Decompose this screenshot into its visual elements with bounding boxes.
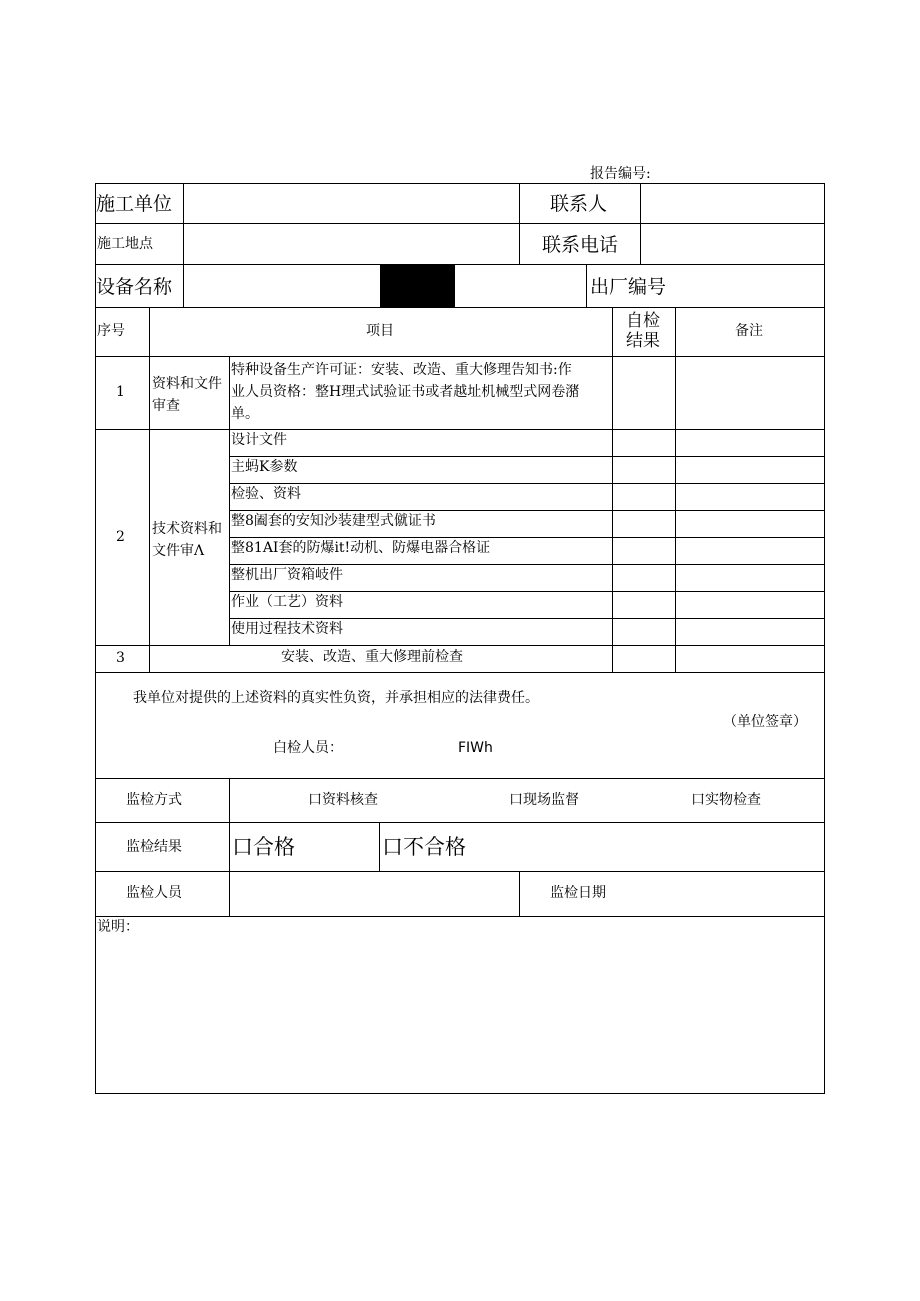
col-divider: [149, 307, 150, 672]
redacted-equipment-name: [380, 265, 455, 307]
factory-number-label: 出厂编号: [590, 276, 667, 298]
col-divider: [183, 183, 184, 307]
col-remarks-header: 备注: [735, 323, 763, 339]
self-inspector-value: FIWh: [458, 740, 493, 756]
row-2-subitem: 整8阖套的安知沙装建型式僦证书: [231, 513, 436, 529]
col-item-header: 项目: [366, 323, 394, 339]
row-2-subitem: 整81AI套的防爆it!动机、防爆电器合格证: [231, 540, 491, 556]
row-divider: [229, 537, 825, 538]
row-3-item: 安装、改造、重大修理前检查: [281, 649, 463, 665]
construction-site-label: 施工地点: [97, 236, 153, 252]
col-no-header: 序号: [97, 323, 125, 339]
row-2-subitem: 作业（工艺）资料: [231, 594, 343, 610]
col-self-check-header: 自检 结果: [626, 311, 660, 351]
col-divider: [612, 307, 613, 672]
equipment-name-label: 设备名称: [96, 276, 173, 298]
report-number-label: 报告编号:: [590, 166, 651, 182]
declaration-statement: 我单位对提供的上述资料的真实性负资，并承担相应的法律费任。: [133, 690, 539, 706]
col-divider: [586, 264, 587, 307]
method-option-document-check[interactable]: 口资料核查: [308, 792, 378, 808]
notes-label: 说明：: [97, 919, 139, 935]
supervision-method-label: 监检方式: [126, 792, 182, 808]
contact-person-label: 联系人: [550, 193, 608, 215]
row-divider: [95, 672, 825, 673]
row-divider: [229, 618, 825, 619]
row-2-subitem: 设计文件: [231, 432, 287, 448]
method-option-site-supervision[interactable]: 口现场监督: [509, 792, 579, 808]
row-divider: [95, 822, 825, 823]
row-1-detail: 特种设备生产许可证：安装、改造、重大修理告知书:作 业人员资格：整H理式试验证书或者越址机械型式网卷潴 单。: [231, 362, 580, 422]
row-2-subitem: 主蚂K参数: [231, 459, 298, 475]
result-option-fail[interactable]: 口不合格: [382, 835, 466, 859]
row-divider: [229, 591, 825, 592]
row-2-category: 技术资料和 文件审Λ: [152, 521, 222, 559]
row-divider: [95, 778, 825, 779]
supervision-date-label: 监检日期: [550, 885, 606, 901]
inspection-form: [95, 183, 825, 1094]
row-divider: [95, 223, 825, 224]
row-3-number: 3: [116, 650, 125, 666]
row-2-number: 2: [116, 529, 125, 545]
row-2-subitem: 整机出厂资箱岐件: [231, 567, 343, 583]
row-1-number: 1: [116, 384, 125, 400]
row-divider: [229, 483, 825, 484]
result-option-pass[interactable]: 口合格: [232, 835, 295, 859]
row-divider: [95, 916, 825, 917]
row-divider: [95, 645, 825, 646]
row-divider: [229, 564, 825, 565]
supervision-result-label: 监检结果: [126, 839, 182, 855]
self-inspector-label: 白检人员：: [273, 740, 343, 756]
row-divider: [95, 307, 825, 308]
row-divider: [229, 456, 825, 457]
col-divider: [640, 183, 641, 265]
col-divider: [675, 307, 676, 672]
row-divider: [95, 264, 825, 265]
col-divider: [519, 871, 520, 916]
row-1-category: 资料和文件 审查: [152, 376, 222, 414]
row-divider: [95, 871, 825, 872]
contact-phone-label: 联系电话: [542, 234, 619, 256]
row-2-subitem: 使用过程技术资料: [231, 621, 343, 637]
row-2-subitem: 检验、资料: [231, 486, 301, 502]
construction-unit-label: 施工单位: [96, 193, 173, 215]
col-divider: [379, 822, 380, 871]
unit-seal-label: （单位签章）: [723, 714, 807, 730]
col-divider: [229, 356, 230, 645]
row-divider: [229, 510, 825, 511]
row-divider: [95, 356, 825, 357]
col-divider: [519, 183, 520, 265]
method-option-physical-inspection[interactable]: 口实物检查: [691, 792, 761, 808]
supervision-personnel-label: 监检人员: [126, 885, 182, 901]
row-divider: [95, 429, 825, 430]
col-divider: [229, 778, 230, 916]
